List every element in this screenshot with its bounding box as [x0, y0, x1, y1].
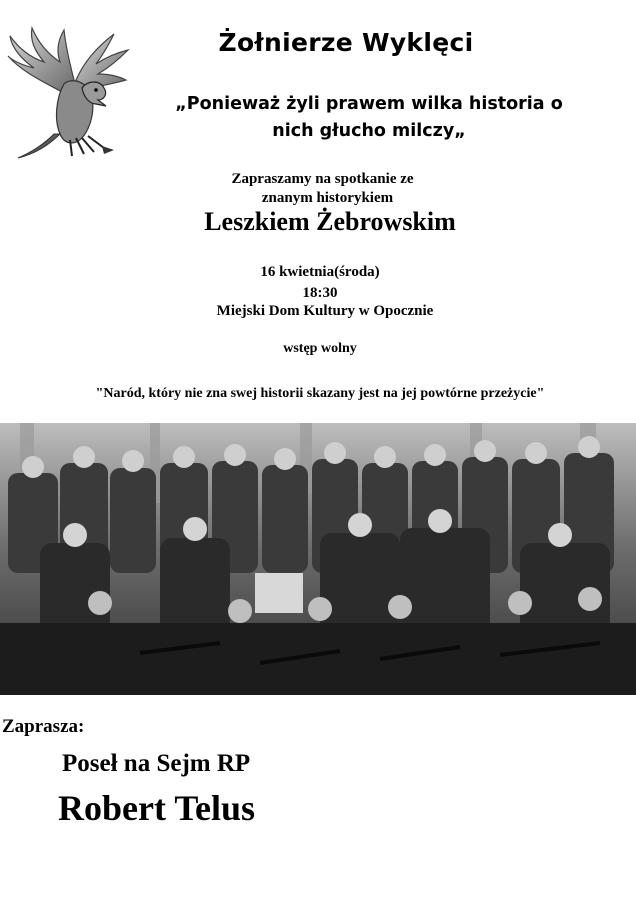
host-name: Robert Telus — [58, 788, 256, 828]
event-venue: Miejski Dom Kultury w Opocznie — [216, 303, 434, 319]
eagle-logo — [4, 22, 130, 162]
header-quote-line2: nich głucho milczy„ — [272, 121, 466, 141]
event-time: 18:30 — [302, 285, 338, 301]
poster-title: Żołnierze Wyklęci — [218, 28, 474, 57]
invites-label: Zaprasza: — [2, 716, 85, 737]
closing-quote: "Naród, który nie zna swej historii skazany jest na jej powtórne przeżycie" — [95, 386, 545, 401]
header-quote-line1: „Ponieważ żyli prawem wilka historia o — [175, 94, 563, 114]
header-quote — [134, 91, 604, 145]
entry-info: wstęp wolny — [283, 341, 357, 356]
photo-image — [0, 423, 636, 695]
event-date: 16 kwietnia(środa) — [260, 264, 380, 280]
invite-line1: Zapraszamy na spotkanie ze — [231, 171, 414, 187]
speaker-name: Leszkiem Żebrowskim — [204, 207, 456, 236]
soldiers-group-photo — [0, 423, 636, 695]
invite-line2: znanym historykiem — [261, 190, 394, 206]
host-title: Poseł na Sejm RP — [62, 750, 251, 777]
